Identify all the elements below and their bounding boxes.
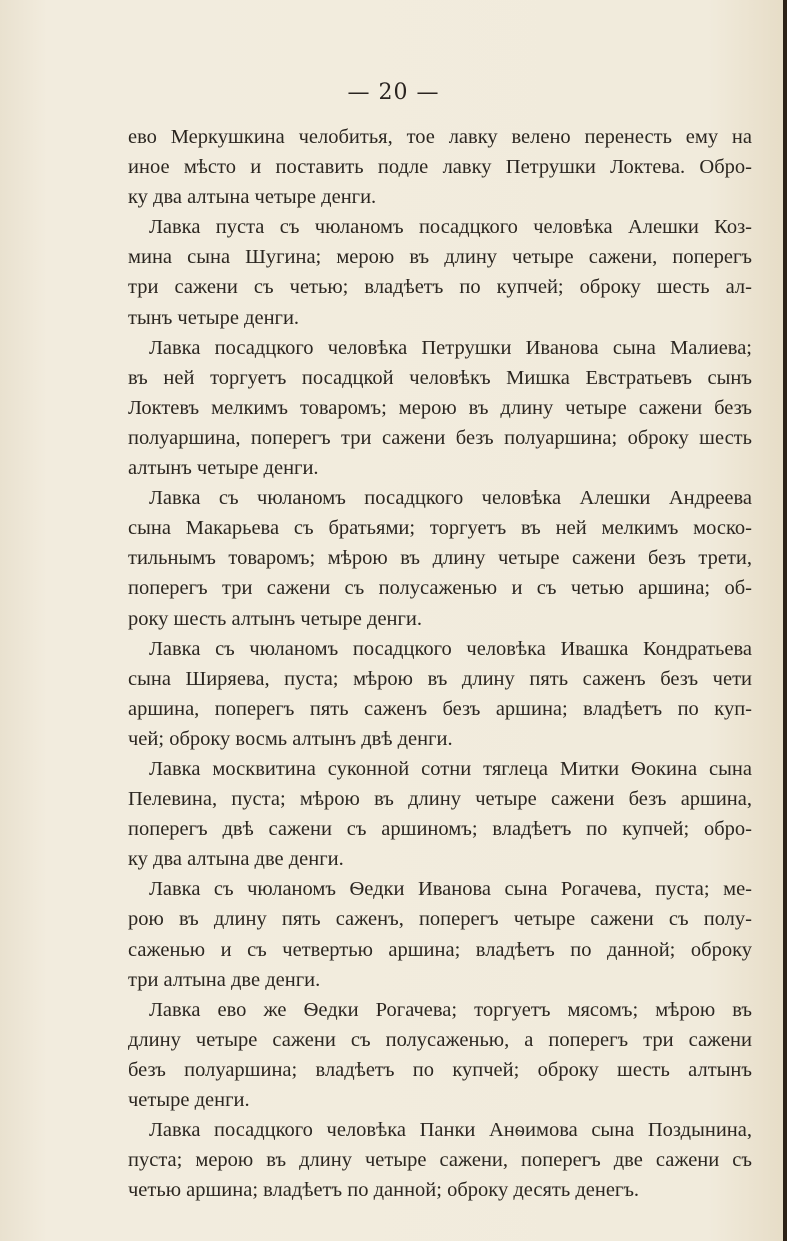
text-line: чей; оброку восмь алтынъ двѣ денги. bbox=[128, 727, 453, 750]
text-line: четыре денги. bbox=[128, 1089, 250, 1111]
text-line: полуаршина, поперегъ три сажени безъ полуаршина; оброку шесть bbox=[128, 426, 752, 449]
paragraph bbox=[128, 754, 752, 874]
text-line: Лавка ево же Ѳедки Рогачева; торгуетъ мясомъ; мѣрою въ bbox=[149, 998, 752, 1021]
text-line: Лавка посадцкого человѣка Петрушки Иванова сына Малиева; bbox=[149, 336, 752, 359]
paragraph bbox=[128, 874, 752, 994]
text-line: три алтына две денги. bbox=[128, 968, 321, 991]
text-line: аршина, поперегъ пять саженъ безъ аршина; владѣетъ по куп- bbox=[128, 697, 752, 720]
paragraph bbox=[128, 483, 752, 633]
text-line: ку два алтына четыре денги. bbox=[128, 186, 377, 209]
text-line: длину четыре сажени съ полусаженью, а поперегъ три сажени bbox=[128, 1028, 752, 1051]
paragraph bbox=[128, 212, 752, 332]
text-line: ку два алтына две денги. bbox=[128, 848, 344, 871]
text-line: Лавка посадцкого человѣка Панки Анѳимова сына Поздынина, bbox=[149, 1119, 752, 1142]
paragraph bbox=[128, 995, 752, 1115]
text-line: Локтевъ мелкимъ товаромъ; мерою въ длину четыре сажени безъ bbox=[128, 396, 752, 419]
text-line: безъ полуаршина; владѣетъ по купчей; оброку шесть алтынъ bbox=[128, 1058, 752, 1081]
text-line: Лавка съ чюланомъ посадцкого человѣка Алешки Андреева bbox=[149, 487, 752, 510]
paragraph bbox=[128, 333, 752, 483]
text-line: Лавка москвитина суконной сотни тяглеца Митки Ѳокина сына bbox=[149, 757, 752, 780]
text-line: сына Макарьева съ братьями; торгуетъ въ ней мелкимъ моско- bbox=[128, 517, 752, 540]
text-line: Лавка съ чюланомъ посадцкого человѣка Ивашка Кондратьева bbox=[149, 637, 752, 660]
text-line: саженью и съ четвертью аршина; владѣетъ по данной; оброку bbox=[128, 938, 752, 961]
page-body-text bbox=[128, 122, 752, 1205]
paragraph bbox=[128, 634, 752, 754]
paragraph bbox=[128, 1115, 752, 1205]
text-line: пуста; мерою въ длину четыре сажени, поперегъ две сажени съ bbox=[128, 1149, 752, 1172]
text-line: Пелевина, пуста; мѣрою въ длину четыре сажени безъ аршина, bbox=[128, 788, 752, 811]
text-line: тильнымъ товаромъ; мѣрою въ длину четыре сажени безъ трети, bbox=[128, 547, 752, 570]
text-line: ево Меркушкина челобитья, тое лавку велено перенесть ему на bbox=[128, 126, 752, 148]
text-line: сына Ширяева, пуста; мѣрою въ длину пять саженъ безъ чети bbox=[128, 667, 752, 690]
page-edge-shadow bbox=[783, 0, 787, 1241]
text-line: алтынъ четыре денги. bbox=[128, 457, 319, 480]
text-line: Лавка пуста съ чюланомъ посадцкого человѣка Алешки Коз- bbox=[149, 216, 752, 239]
text-line: иное мѣсто и поставить подле лавку Петрушки Локтева. Обро- bbox=[128, 156, 752, 179]
text-line: року шесть алтынъ четыре денги. bbox=[128, 607, 423, 630]
text-line: поперегъ двѣ сажени съ аршиномъ; владѣетъ по купчей; обро- bbox=[128, 818, 752, 841]
text-line: тынъ четыре денги. bbox=[128, 306, 300, 329]
text-line: четью аршина; владѣетъ по данной; оброку десять денегъ. bbox=[128, 1179, 640, 1202]
text-line: Лавка съ чюланомъ Ѳедки Иванова сына Рогачева, пуста; ме- bbox=[149, 878, 752, 901]
text-line: въ ней торгуетъ посадцкой человѣкъ Мишка Евстратьевъ сынъ bbox=[128, 366, 752, 389]
paragraph bbox=[128, 122, 752, 212]
text-line: три сажени съ четью; владѣетъ по купчей; оброку шесть ал- bbox=[128, 276, 752, 299]
page-number: — 20 — bbox=[347, 80, 440, 105]
text-line: рою въ длину пять саженъ, поперегъ четыре сажени съ полу- bbox=[128, 908, 752, 931]
text-line: поперегъ три сажени съ полусаженью и съ четью аршина; об- bbox=[128, 577, 752, 600]
text-line: мина сына Шугина; мерою въ длину четыре сажени, поперегъ bbox=[128, 246, 752, 269]
